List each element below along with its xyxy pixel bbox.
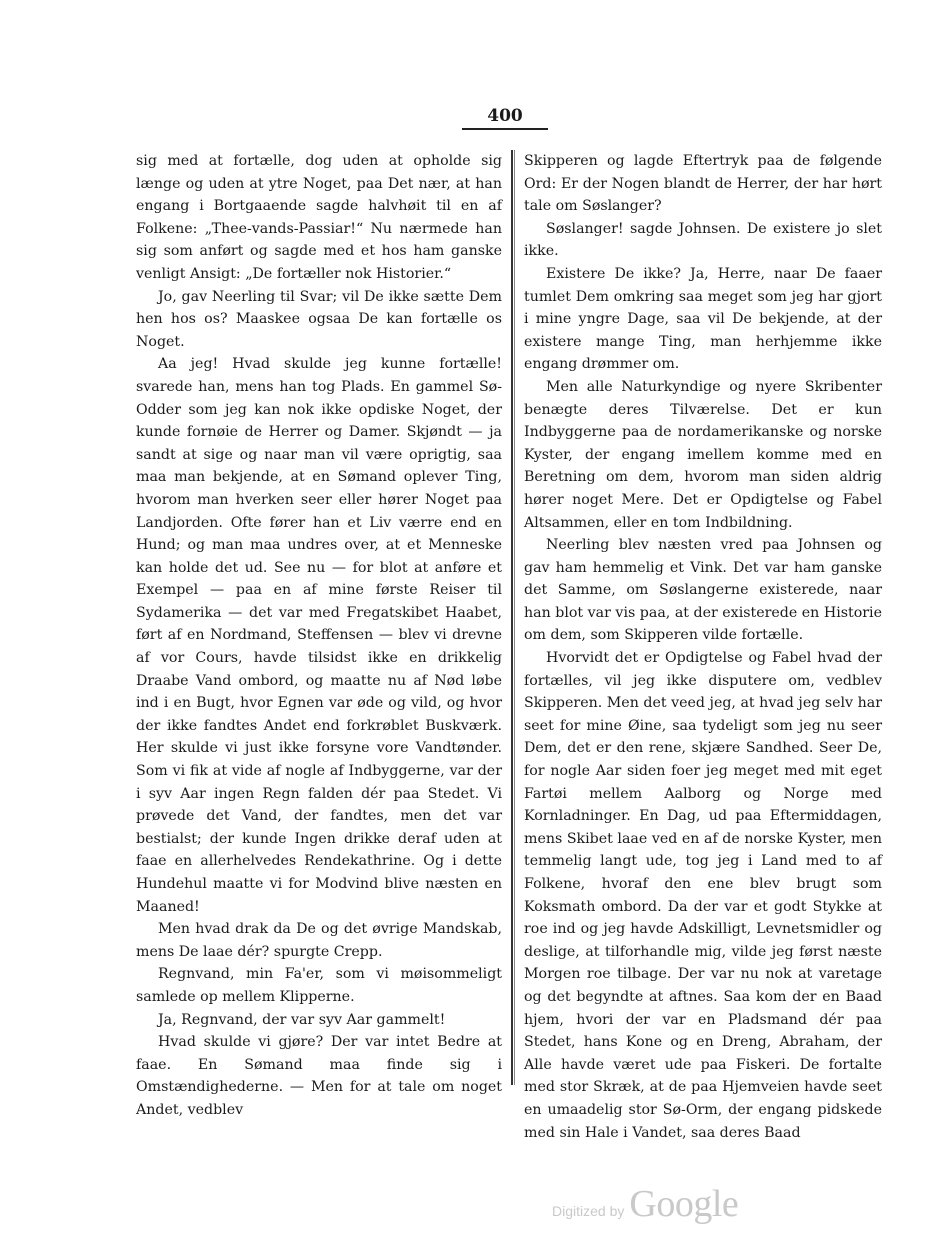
column-divider-inner [514, 150, 515, 1085]
google-logo: Google [629, 1183, 739, 1225]
left-paragraph-1: sig med at fortælle, dog uden at opholde sig længe og uden at ytre Noget, paa Det nær, at han engang i Bortgaaende sagde halvhøit til en af Folkene: „Thee-vands-Passiar!“ Nu nærmede han sig som anført og sagde med et hos ham ganske venligt Ansigt: „De fortæller nok Historier.“ [136, 153, 502, 282]
column-divider [511, 150, 513, 1085]
page-number: 400 [487, 106, 523, 126]
left-paragraph-3: Aa jeg! Hvad skulde jeg kunne fortælle! svarede han, mens han tog Plads. En gammel Sø-Odder som jeg kan nok ikke opdiske Noget, der kunde fornøie de Herrer og Damer. Skjøndt — ja sandt at sige og naar man vil være oprigtig, saa maa man bekjende, at en Sømand oplever Ting, hvorom man hverken seer eller hører Noget paa Landjorden. Ofte fører han et Liv værre end en Hund; og man maa undres over, at et Menneske kan holde det ud. See nu — for blot at anføre et Exempel — paa en af mine første Reiser til Sydamerika — det var med Fregatskibet Haabet, ført af en Nordmand, Steffensen — blev vi drevne af vor Cours, havde tilsidst ikke en drikkelig Draabe Vand ombord, og maatte nu af Nød løbe ind i en Bugt, hvor Egnen var øde og vild, og hvor der ikke fandtes Andet end forkrøblet Buskværk. Her skulde vi just ikke forsyne vore Vandtønder. Som vi fik at vide af nogle af Indbyggerne, var der i syv Aar ingen Regn falden dér paa Stedet. Vi prøvede det Vand, der fandtes, men det var bestialst; der kunde Ingen drikke deraf uden at faae en allerhelvedes Rendekathrine. Og i dette Hundehul maatte vi for Modvind blive næsten en Maaned! [136, 356, 502, 915]
left-paragraph-5: Regnvand, min Fa'er, som vi møisommeligt samlede op mellem Klipperne. [136, 966, 502, 1005]
right-column [524, 150, 882, 1144]
left-paragraph-2: Jo, gav Neerling til Svar; vil De ikke sætte Dem hen hos os? Maaskee ogsaa De kan fortælle os Noget. [136, 288, 502, 350]
right-paragraph-6: Hvorvidt det er Opdigtelse og Fabel hvad der fortælles, vil jeg ikke disputere om, vedblev Skipperen. Men det veed jeg, at hvad jeg selv har seet for mine Øine, saa tydeligt som jeg nu seer Dem, det er den rene, skjære Sandhed. Seer De, for nogle Aar siden foer jeg meget med mit eget Fartøi mellem Aalborg og Norge med Kornladninger. En Dag, ud paa Eftermiddagen, mens Skibet laae ved en af de norske Kyster, men temmelig langt ude, tog jeg i Land med to af Folkene, hvoraf den ene blev brugt som Koksmath ombord. Da der var et godt Stykke at roe ind og jeg havde Adskilligt, Levnetsmidler og deslige, at tilforhandle mig, vilde jeg først næste Morgen roe tilbage. Der var nu nok at varetage og det begyndte at aftnes. Saa kom der en Baad hjem, hvori der var en Pladsmand dér paa Stedet, hans Kone og en Dreng, Abraham, der Alle havde været ude paa Fiskeri. De fortalte med stor Skræk, at de paa Hjemveien havde seet en umaadelig stor Sø-Orm, der engang pidskede med sin Hale i Vandet, saa deres Baad [524, 650, 882, 1141]
left-paragraph-6: Ja, Regnvand, der var syv Aar gammelt! [158, 1011, 446, 1028]
right-paragraph-2: Søslanger! sagde Johnsen. De existere jo slet ikke. [524, 220, 882, 260]
left-paragraph-7: Hvad skulde vi gjøre? Der var intet Bedre at faae. En Sømand maa finde sig i Omstændighederne. — Men for at tale om noget Andet, vedblev [136, 1034, 502, 1118]
digitized-watermark [552, 1182, 738, 1226]
right-paragraph-1: Skipperen og lagde Eftertryk paa de følgende Ord: Er der Nogen blandt de Herrer, der har hørt tale om Søslanger? [524, 153, 882, 215]
right-paragraph-5: Neerling blev næsten vred paa Johnsen og gav ham hemmelig et Vink. Det var ham ganske det Samme, om Søslangerne existerede, naar han blot var vis paa, at der existerede en Historie om dem, som Skipperen vilde fortælle. [524, 537, 882, 644]
left-paragraph-4: Men hvad drak da De og det øvrige Mandskab, mens De laae dér? spurgte Crepp. [136, 921, 502, 960]
right-paragraph-3: Existere De ikke? Ja, Herre, naar De faaer tumlet Dem omkring saa meget som jeg har gjort i mine yngre Dage, saa vil De bekjende, at der existere mange Ting, man herhjemme ikke engang drømmer om. [524, 265, 882, 373]
right-paragraph-4: Men alle Naturkyndige og nyere Skribenter benægte deres Tilværelse. Det er kun Indbyggerne paa de nordamerikanske og norske Kyster, der engang imellem komme med en Beretning om dem, hvorom man siden aldrig hører noget Mere. Det er Opdigtelse og Fabel Altsammen, eller en tom Indbildning. [524, 378, 882, 531]
watermark-prefix: Digitized by [552, 1203, 625, 1219]
page-number-rule [462, 128, 548, 130]
left-column [136, 150, 502, 1122]
